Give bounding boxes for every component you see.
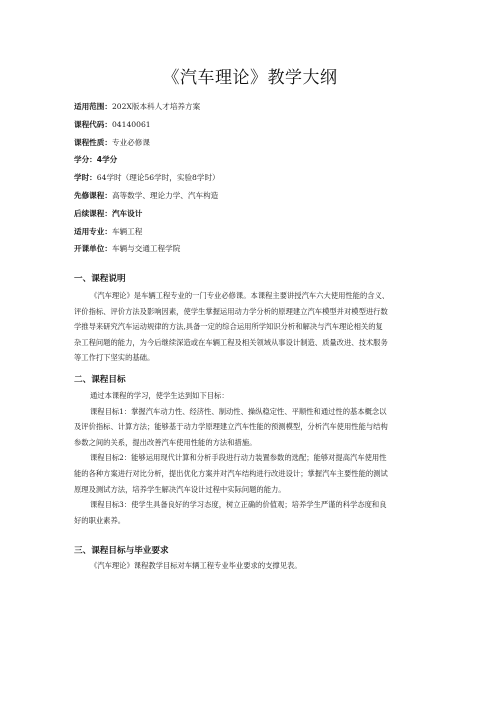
paragraph-line: 原理及测试方法，培养学生解决汽车设计过程中实际问题的能力。 xyxy=(74,484,286,494)
course-info-block xyxy=(74,98,454,258)
paragraph-line: 课程目标1：掌握汽车动力性、经济性、制动性、操纵稳定性、平顺性和通过性的基本概念以 xyxy=(90,406,387,416)
course-info-row xyxy=(74,240,454,258)
course-info-label: 学分： xyxy=(74,155,97,165)
course-info-label: 先修课程： xyxy=(74,190,112,200)
paragraph-line: 好的职业素养。 xyxy=(74,515,126,525)
course-info-label: 课程代码： xyxy=(74,119,112,129)
course-info-value: 车辆工程 xyxy=(111,226,143,236)
paragraph-line: 评价指标、评价方法及影响因素，使学生掌握运用动力学分析的原理建立汽车模型并对模型进行数 xyxy=(74,306,388,316)
course-info-value: 专业必修课 xyxy=(111,137,150,147)
course-info-label: 学时： xyxy=(74,173,97,183)
course-info-value: 202X版本科人才培养方案 xyxy=(111,102,201,111)
course-info-label: 开课单位： xyxy=(74,244,112,254)
paragraph-line: 及评价指标、计算方法；能够基于动力学原理建立汽车性能的预测模型，分析汽车使用性能与结构 xyxy=(74,422,388,432)
course-info-row xyxy=(74,187,454,205)
paragraph-line: 杂工程问题的能力，为今后继续深造或在车辆工程及相关领域从事设计制造、质量改进、技术服务 xyxy=(74,337,388,347)
section-heading-course-goals: 二、课程目标 xyxy=(74,375,126,385)
goals-vs-requirements-paragraph xyxy=(74,558,436,574)
course-info-row xyxy=(74,98,454,116)
course-info-value: 4学分 xyxy=(96,155,118,165)
section-heading-course-description: 一、课程说明 xyxy=(74,274,126,284)
course-info-value: 高等数学、理论力学、汽车构造 xyxy=(111,190,219,200)
course-info-label: 课程性质： xyxy=(74,137,112,147)
paragraph-line: 能的各种方案进行对比分析，提出优化方案并对汽车结构进行改进设计；掌握汽车主要性能的测试 xyxy=(74,468,388,478)
section-heading-goals-vs-requirements: 三、课程目标与毕业要求 xyxy=(74,546,169,556)
course-goals-paragraph xyxy=(74,388,436,528)
paragraph-line: 课程目标2：能够运用现代计算和分析手段进行动力装置参数的选配；能够对提高汽车使用性 xyxy=(90,453,387,463)
course-info-value: 64学时（理论56学时，实验8学时） xyxy=(96,173,220,183)
paragraph-line: 课程目标3：使学生具备良好的学习态度，树立正确的价值观；培养学生严谨的科学态度和良 xyxy=(90,500,387,510)
course-info-label: 适用范围： xyxy=(74,102,112,111)
course-info-row xyxy=(74,205,454,223)
course-info-row xyxy=(74,223,454,241)
paragraph-line: 参数之间的关系，提出改善汽车使用性能的方法和措施。 xyxy=(74,437,257,447)
paragraph-line: 《汽车理论》课程教学目标对车辆工程专业毕业要求的支撑见表。 xyxy=(90,561,302,570)
paragraph-line: 通过本课程的学习，使学生达到如下目标： xyxy=(90,391,229,400)
course-info-row xyxy=(74,134,454,152)
course-info-label: 后续课程： xyxy=(74,208,112,218)
document-title: 《汽车理论》教学大纲 xyxy=(162,68,338,88)
paragraph-line: 学推导来研究汽车运动规律的方法,具备一定的综合运用所学知识分析和解决与汽车理论相关的复 xyxy=(74,322,383,332)
course-info-row xyxy=(74,151,454,169)
course-info-value: 汽车设计 xyxy=(111,208,143,218)
course-info-row xyxy=(74,169,454,187)
course-info-value: 04140061 xyxy=(111,119,151,129)
paragraph-line: 《汽车理论》是车辆工程专业的一门专业必修课。本课程主要讲授汽车六大使用性能的含义、 xyxy=(90,291,390,300)
paragraph-line: 等工作打下坚实的基础。 xyxy=(74,353,155,363)
course-info-label: 适用专业： xyxy=(74,226,112,236)
course-info-value: 车辆与交通工程学院 xyxy=(111,244,181,254)
course-description-paragraph xyxy=(74,288,436,366)
course-info-row xyxy=(74,116,454,134)
